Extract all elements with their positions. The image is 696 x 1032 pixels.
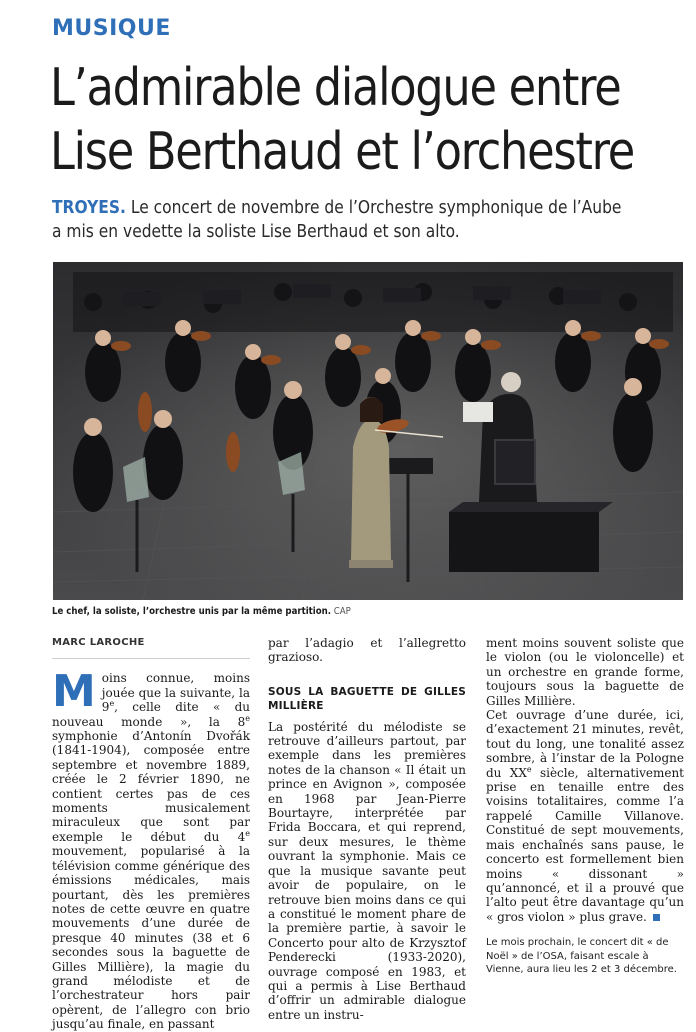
paragraph-3 xyxy=(486,708,684,924)
article-column-1 xyxy=(52,636,250,1032)
p3-end: siècle, alternativement prise en tenaille entre des voisins totalitaires, comme l’a rappelé Camille Villanove. Constitué de sept mouvements, mais enchaînés sans pause, le concerto est formellement bien moins « dissonant » qu’annoncé, et il a prouvé que l’alto peut être davantage qu’un « gros violon » plus grave. xyxy=(486,765,684,924)
photo-credit: CAP xyxy=(333,606,351,617)
orchestra-illustration xyxy=(53,262,683,600)
p1-sup-3: e xyxy=(245,828,250,838)
section-rubric: MUSIQUE xyxy=(52,16,171,41)
p1-start: oins connue, moins jouée que la suivante, la 9 xyxy=(101,671,250,715)
paragraph-2: La postérité du mélodiste se retrouve d’ailleurs partout, par exemple dans les premières notes de la chanson « Il était un prince en Avignon », composée en 1968 par Jean-Pierre Bourtayre, interprétée par Frida Boccara, et qui reprend, sur deux mesures, le thème ouvrant la symphonie. Mais ce que la musique savante peut avoir de populaire, on le retrouve bien moins dans ce qui a constitué le moment phare de la première partie, à savoir le Concerto pour alto de Krzysztof Penderecki (1933-2020), ouvrage composé en 1983, et qui a permis à Lise Berthaud d’offrir un admirable dialogue entre un instru- xyxy=(268,719,466,1022)
caption-text: Le chef, la soliste, l’orchestre unis par la même partition. xyxy=(52,606,332,617)
p1-sup-2: e xyxy=(245,713,250,723)
paragraph-2-continued: ment moins souvent soliste que le violon (ou le violoncelle) et un orchestre en grande forme, toujours sous la baguette de Gilles Millière. xyxy=(486,636,684,708)
p3-start: Cet ouvrage d’une durée, ici, d’exactement 21 minutes, revêt, tout du long, une tonalité assez sombre, à l’instar de la Pologne du XX xyxy=(486,708,684,780)
byline: MARC LAROCHE xyxy=(52,636,250,659)
subheading: SOUS LA BAGUETTE DE GILLES MILLIÈRE xyxy=(268,685,466,713)
lede-line-2: a mis en vedette la soliste Lise Berthaud et son alto. xyxy=(52,221,460,242)
dropcap: M xyxy=(52,666,96,718)
article-column-3 xyxy=(486,636,684,977)
p3-sup: e xyxy=(526,764,532,774)
paragraph-1 xyxy=(52,666,250,1032)
footnote: Le mois prochain, le concert dit « de Noël » de l’OSA, faisant escale à Vienne, aura lieu les 2 et 3 décembre. xyxy=(486,937,677,976)
article-lede xyxy=(52,196,622,244)
photo-caption xyxy=(52,606,602,617)
p1-end: mouvement, popularisé à la télévision comme générique des émissions médicales, mais pourtant, dès les premières notes de cette œuvre en quatre mouvements d’une durée de presque 40 minutes (38 et 6 secondes sous la baguette de Gilles Millière), la magie du grand mélodiste et de l’orchestrateur hors pair opèrent, de l’allegro con brio jusqu’au finale, en passant xyxy=(52,844,250,1032)
p1-mid-1: , celle dite « du nouveau monde », la 8 xyxy=(52,700,250,729)
end-of-article-mark xyxy=(653,914,660,921)
concert-photo xyxy=(53,262,683,600)
lede-line-1: Le concert de novembre de l’Orchestre symphonique de l’Aube xyxy=(130,197,622,218)
article-headline xyxy=(50,56,634,184)
article-column-2 xyxy=(268,636,466,1022)
headline-line-2: Lise Berthaud et l’orchestre xyxy=(50,122,634,182)
p1-sup-1: e xyxy=(109,699,115,709)
paragraph-1-continued: par l’adagio et l’allegretto grazioso. xyxy=(268,636,466,665)
headline-line-1: L’admirable dialogue entre xyxy=(50,58,621,118)
p1-mid-2: symphonie d’Antonín Dvořák (1841-1904), composée entre septembre et novembre 1889, créée le 2 février 1890, ne contient certes pas de ces moments musicalement miraculeux que sont par exemple le début du 4 xyxy=(52,729,250,844)
lede-place: TROYES. xyxy=(52,197,126,218)
